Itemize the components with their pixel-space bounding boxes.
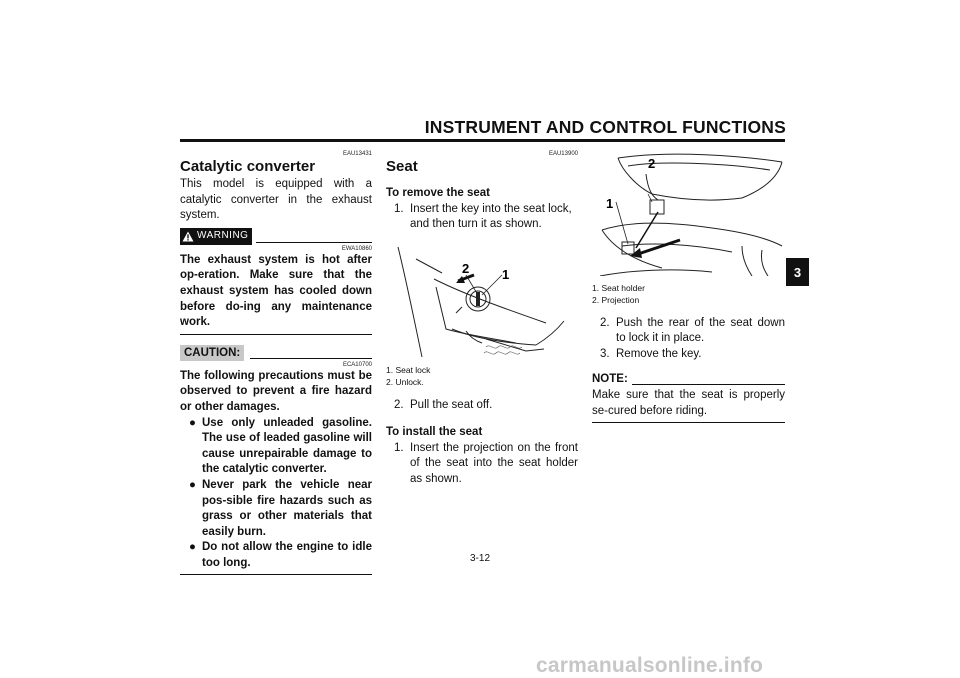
bullet-icon: ● xyxy=(189,416,196,429)
seat-holder-figure xyxy=(592,150,785,282)
note-rule xyxy=(632,384,785,385)
caution-list xyxy=(180,416,372,572)
chapter-tab: 3 xyxy=(786,258,809,286)
figure-callout-1: 1 xyxy=(606,196,614,211)
note-label: NOTE: xyxy=(592,373,628,386)
caution-text: The following precautions must be observed to prevent a fire hazard or other damages. xyxy=(180,369,372,413)
warning-text: The exhaust system is hot after op-eration. Make sure that the exhaust system has cooled down before do-ing any maintenance work. xyxy=(180,253,372,329)
bullet-icon: ● xyxy=(189,478,196,491)
column-catalytic-converter xyxy=(180,150,372,575)
subheading-remove: To remove the seat xyxy=(386,187,490,199)
figure-callout-2: 2 xyxy=(462,260,470,276)
step-item: 3. Remove the key. xyxy=(600,347,702,360)
list-item: ● Do not allow the engine to idle too long. xyxy=(189,541,372,569)
subheading-install: To install the seat xyxy=(386,425,483,438)
page-title: INSTRUMENT AND CONTROL FUNCTIONS xyxy=(424,117,786,137)
step-item: 2. Pull the seat off. xyxy=(394,399,493,412)
section-code: EAU13431 xyxy=(342,151,372,157)
column-seat xyxy=(386,150,578,487)
warning-triangle-icon xyxy=(182,231,194,242)
note-end-rule xyxy=(592,422,785,423)
caution-badge: CAUTION: xyxy=(180,345,244,361)
seat-lock-figure xyxy=(386,239,578,365)
warning-label: WARNING xyxy=(197,230,249,242)
step-item: 1. Insert the projection on the front of the seat into the seat holder as shown. xyxy=(394,441,578,485)
step-item: 1. Insert the key into the seat lock, and then turn it as shown. xyxy=(394,202,572,231)
figure-callout-2: 2 xyxy=(648,156,656,171)
figure-callout-1: 1 xyxy=(502,266,510,282)
caution-code: ECA10700 xyxy=(342,361,372,368)
section-code: EAU13900 xyxy=(548,151,578,157)
caution-end-rule xyxy=(180,574,372,575)
warning-code: EWA10860 xyxy=(341,245,372,252)
figure-caption: 1. Seat holder 2. Projection xyxy=(592,282,645,305)
warning-rule xyxy=(256,242,372,243)
section-heading: Catalytic converter xyxy=(180,158,316,175)
list-item: ● Use only unleaded gasoline. The use of leaded gasoline will cause unrepairable damage to the catalytic converter. xyxy=(189,416,372,476)
caution-header xyxy=(180,345,372,361)
note-header xyxy=(592,372,785,388)
note-text: Make sure that the seat is properly se-cured before riding. xyxy=(592,388,785,417)
step-item: 2. Push the rear of the seat down to lock it in place. xyxy=(600,316,785,345)
seat-holder-illustration xyxy=(592,150,785,276)
column-seat-continued xyxy=(592,150,785,423)
header-rule xyxy=(180,139,785,142)
section-heading: Seat xyxy=(386,158,418,175)
intro-text: This model is equipped with a catalytic converter in the exhaust system. xyxy=(180,178,372,222)
watermark: carmanualsonline.info xyxy=(536,654,764,677)
warning-badge xyxy=(180,228,252,245)
figure-caption: 1. Seat lock 2. Unlock. xyxy=(386,365,431,388)
warning-header xyxy=(180,228,372,245)
warning-end-rule xyxy=(180,334,372,335)
caution-rule xyxy=(250,358,372,359)
seat-lock-illustration xyxy=(386,239,576,359)
page-number: 3-12 xyxy=(469,553,490,564)
list-item: ● Never park the vehicle near pos-sible fire hazards such as grass or other materials that easily burn. xyxy=(189,478,372,538)
bullet-icon: ● xyxy=(189,541,196,554)
